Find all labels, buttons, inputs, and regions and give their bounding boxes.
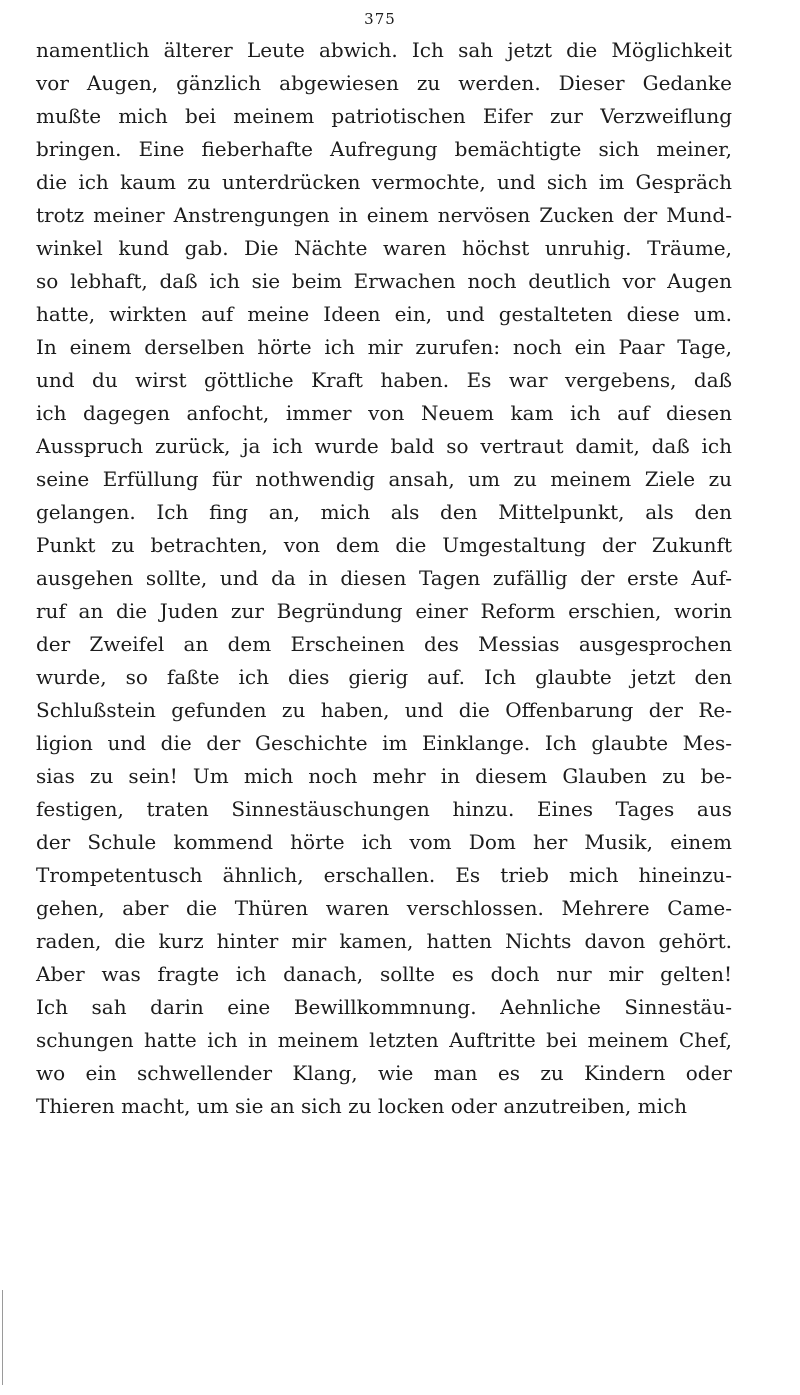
text-line: raden, die kurz hinter mir kamen, hatten Nichts davon gehört. — [36, 929, 732, 953]
text-line: gehen, aber die Thüren waren verschlossen. Mehrere Came- — [36, 896, 732, 920]
text-line: trotz meiner Anstrengungen in einem nervösen Zucken der Mund- — [36, 203, 732, 227]
text-line: der Schule kommend hörte ich vom Dom her Musik, einem — [36, 830, 732, 854]
text-line: Aber was fragte ich danach, sollte es doch nur mir gelten! — [36, 962, 732, 986]
text-line: mußte mich bei meinem patriotischen Eifer zur Verzweiflung — [36, 104, 732, 128]
text-line: und du wirst göttliche Kraft haben. Es war vergebens, daß — [36, 368, 732, 392]
text-line: namentlich älterer Leute abwich. Ich sah jetzt die Möglichkeit — [36, 38, 732, 62]
text-line: ruf an die Juden zur Begründung einer Reform erschien, worin — [36, 599, 732, 623]
text-line: wo ein schwellender Klang, wie man es zu Kindern oder — [36, 1061, 732, 1085]
text-line: winkel kund gab. Die Nächte waren höchst unruhig. Träume, — [36, 236, 732, 260]
text-line: bringen. Eine fieberhafte Aufregung bemächtigte sich meiner, — [36, 137, 732, 161]
text-line: der Zweifel an dem Erscheinen des Messias ausgesprochen — [36, 632, 732, 656]
body-text — [36, 34, 732, 1123]
text-line: ausgehen sollte, und da in diesen Tagen zufällig der erste Auf- — [36, 566, 732, 590]
text-line: ich dagegen anfocht, immer von Neuem kam ich auf diesen — [36, 401, 732, 425]
text-line: In einem derselben hörte ich mir zurufen: noch ein Paar Tage, — [36, 335, 732, 359]
text-line: hatte, wirkten auf meine Ideen ein, und gestalteten diese um. — [36, 302, 732, 326]
text-line: Punkt zu betrachten, von dem die Umgestaltung der Zukunft — [36, 533, 732, 557]
text-line: gelangen. Ich fing an, mich als den Mittelpunkt, als den — [36, 500, 732, 524]
text-line: so lebhaft, daß ich sie beim Erwachen noch deutlich vor Augen — [36, 269, 732, 293]
text-line: ligion und die der Geschichte im Einklange. Ich glaubte Mes- — [36, 731, 732, 755]
text-line: seine Erfüllung für nothwendig ansah, um zu meinem Ziele zu — [36, 467, 732, 491]
text-line: sias zu sein! Um mich noch mehr in diesem Glauben zu be- — [36, 764, 732, 788]
text-line: die ich kaum zu unterdrücken vermochte, und sich im Gespräch — [36, 170, 732, 194]
margin-rule — [2, 1290, 3, 1385]
text-line: Trompetentusch ähnlich, erschallen. Es trieb mich hineinzu- — [36, 863, 732, 887]
text-line: vor Augen, gänzlich abgewiesen zu werden. Dieser Gedanke — [36, 71, 732, 95]
text-line: Thieren macht, um sie an sich zu locken oder anzutreiben, mich — [36, 1094, 688, 1118]
text-line: Ich sah darin eine Bewillkommnung. Aehnliche Sinnestäu- — [36, 995, 732, 1019]
text-line: Schlußstein gefunden zu haben, und die Offenbarung der Re- — [36, 698, 732, 722]
text-line: festigen, traten Sinnestäuschungen hinzu. Eines Tages aus — [36, 797, 732, 821]
text-line: schungen hatte ich in meinem letzten Auftritte bei meinem Chef, — [36, 1028, 732, 1052]
page-number: 375 — [364, 10, 396, 28]
text-line: wurde, so faßte ich dies gierig auf. Ich glaubte jetzt den — [36, 665, 732, 689]
text-line: Ausspruch zurück, ja ich wurde bald so vertraut damit, daß ich — [36, 434, 732, 458]
